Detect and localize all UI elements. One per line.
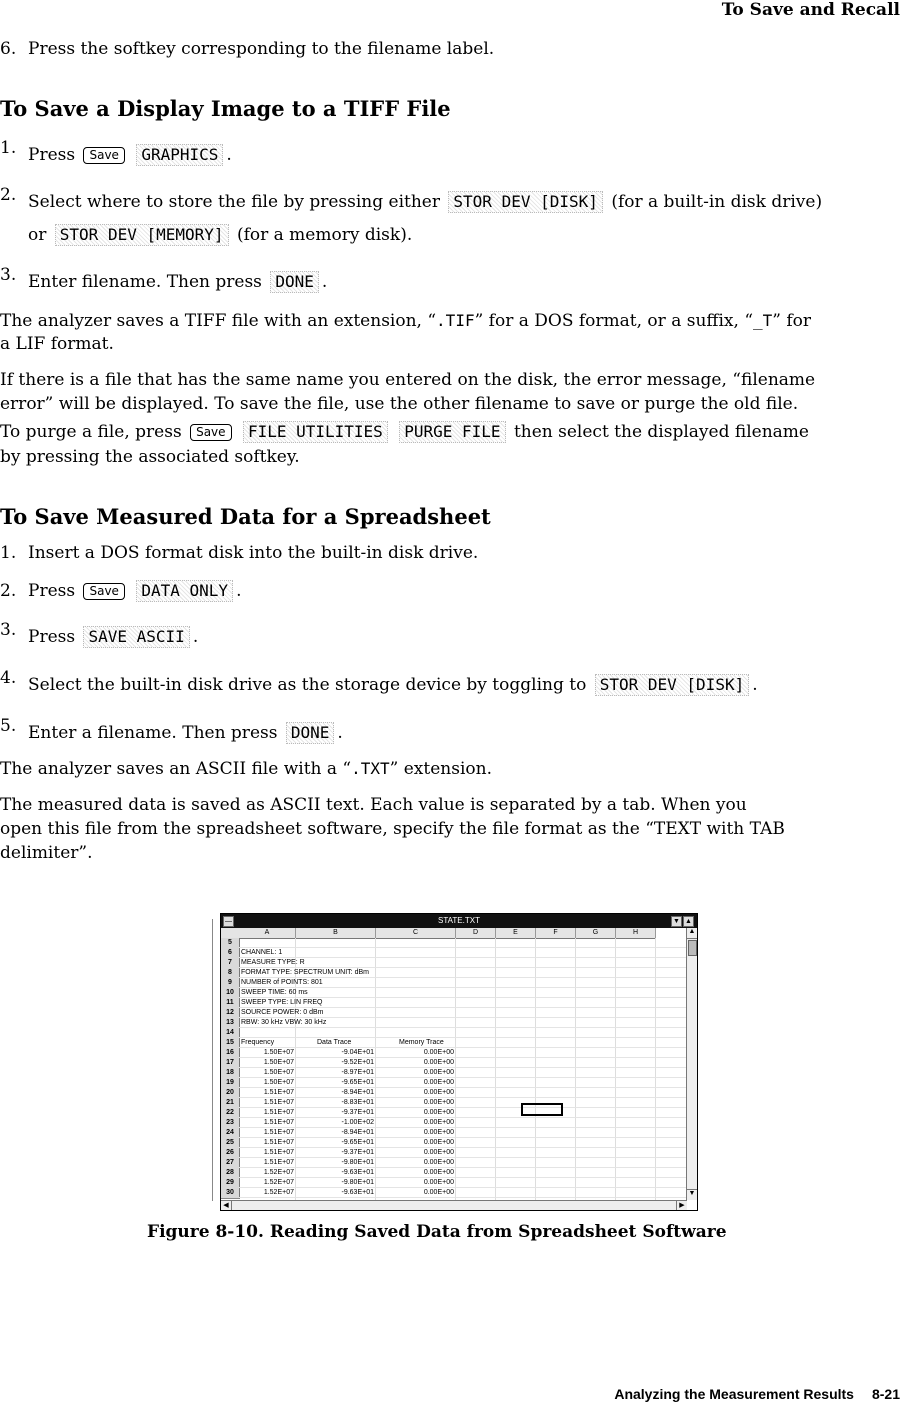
- ss-step-4: 4. Select the built-in disk drive as the storage device by toggling to STOR DEV [DISK] .: [0, 668, 758, 695]
- header-cell-memory-trace[interactable]: Memory Trace: [399, 1039, 444, 1046]
- row-header[interactable]: 28: [221, 1168, 240, 1179]
- data-trace-cell[interactable]: -9.63E+01: [341, 1169, 374, 1176]
- memory-trace-cell[interactable]: 0.00E+00: [423, 1059, 454, 1066]
- frequency-cell[interactable]: 1.51E+07: [263, 1089, 294, 1096]
- scroll-down-icon[interactable]: ▼: [687, 1189, 697, 1200]
- frequency-cell[interactable]: 1.51E+07: [263, 1139, 294, 1146]
- running-header: To Save and Recall: [721, 0, 900, 20]
- data-trace-cell[interactable]: -8.94E+01: [341, 1129, 374, 1136]
- data-trace-cell[interactable]: -8.83E+01: [341, 1099, 374, 1106]
- memory-trace-cell[interactable]: 0.00E+00: [423, 1139, 454, 1146]
- memory-trace-cell[interactable]: 0.00E+00: [423, 1119, 454, 1126]
- memory-trace-cell[interactable]: 0.00E+00: [423, 1079, 454, 1086]
- frequency-cell[interactable]: 1.51E+07: [263, 1119, 294, 1126]
- info-cell[interactable]: SWEEP TIME: 60 ms: [241, 989, 308, 996]
- memory-trace-cell[interactable]: 0.00E+00: [423, 1099, 454, 1106]
- column-header[interactable]: G: [576, 928, 616, 939]
- row-header[interactable]: 5: [221, 938, 240, 949]
- frequency-cell[interactable]: 1.51E+07: [263, 1129, 294, 1136]
- maximize-icon[interactable]: ▲: [683, 916, 694, 927]
- tiff-para-2-line2: error” will be displayed. To save the file, use the other filename to save or purge the old file.: [0, 394, 799, 414]
- spreadsheet-figure: [212, 913, 698, 1211]
- memory-trace-cell[interactable]: 0.00E+00: [423, 1049, 454, 1056]
- frequency-cell[interactable]: 1.52E+07: [263, 1189, 294, 1196]
- grid-line: [239, 957, 687, 958]
- memory-trace-cell[interactable]: 0.00E+00: [423, 1179, 454, 1186]
- column-header[interactable]: H: [616, 928, 656, 939]
- softkey-stor-dev-disk[interactable]: STOR DEV [DISK]: [448, 191, 603, 213]
- row-header[interactable]: 15: [221, 1038, 240, 1049]
- data-trace-cell[interactable]: -9.65E+01: [341, 1139, 374, 1146]
- frequency-cell[interactable]: 1.52E+07: [263, 1179, 294, 1186]
- row-header[interactable]: 10: [221, 988, 240, 999]
- memory-trace-cell[interactable]: 0.00E+00: [423, 1189, 454, 1196]
- frequency-cell[interactable]: 1.51E+07: [263, 1149, 294, 1156]
- row-header[interactable]: 13: [221, 1018, 240, 1029]
- row-header[interactable]: 20: [221, 1088, 240, 1099]
- data-trace-cell[interactable]: -8.97E+01: [341, 1069, 374, 1076]
- softkey-stor-dev-disk[interactable]: STOR DEV [DISK]: [595, 674, 750, 696]
- column-header[interactable]: F: [536, 928, 576, 939]
- info-cell[interactable]: MEASURE TYPE: R: [241, 959, 305, 966]
- footer-section: Analyzing the Measurement Results: [614, 1386, 854, 1402]
- frequency-cell[interactable]: 1.50E+07: [263, 1079, 294, 1086]
- row-header[interactable]: 21: [221, 1098, 240, 1109]
- horizontal-scrollbar[interactable]: [221, 1200, 687, 1210]
- row-header[interactable]: 12: [221, 1008, 240, 1019]
- ss-para-1: The analyzer saves an ASCII file with a “.TXT” extension.: [0, 759, 492, 779]
- column-header[interactable]: B: [296, 928, 376, 939]
- softkey-stor-dev-memory[interactable]: STOR DEV [MEMORY]: [55, 224, 229, 246]
- ss-para-2: The measured data is saved as ASCII text. Each value is separated by a tab. When you: [0, 795, 747, 815]
- scroll-thumb[interactable]: [688, 940, 697, 956]
- ss-step-5: 5. Enter a filename. Then press DONE .: [0, 716, 343, 743]
- softkey-save-ascii[interactable]: SAVE ASCII: [83, 626, 189, 648]
- data-trace-cell[interactable]: -1.00E+02: [341, 1119, 374, 1126]
- frequency-cell[interactable]: 1.50E+07: [263, 1069, 294, 1076]
- data-trace-cell[interactable]: -9.37E+01: [341, 1149, 374, 1156]
- data-trace-cell[interactable]: -9.04E+01: [341, 1049, 374, 1056]
- softkey-graphics[interactable]: GRAPHICS: [136, 144, 223, 166]
- header-cell-frequency[interactable]: Frequency: [241, 1039, 275, 1046]
- header-cell-data-trace[interactable]: Data Trace: [317, 1039, 352, 1046]
- save-hardkey[interactable]: Save: [83, 147, 124, 164]
- softkey-done[interactable]: DONE: [270, 271, 319, 293]
- info-cell[interactable]: CHANNEL: 1: [241, 949, 283, 956]
- tiff-para-2: If there is a file that has the same name you entered on the disk, the error message, “filename: [0, 370, 816, 390]
- info-cell[interactable]: SOURCE POWER: 0 dBm: [241, 1009, 324, 1016]
- scroll-up-icon[interactable]: ▲: [687, 928, 697, 939]
- page-footer: [614, 1386, 900, 1402]
- data-trace-cell[interactable]: -9.80E+01: [341, 1159, 374, 1166]
- frequency-cell[interactable]: 1.50E+07: [263, 1059, 294, 1066]
- row-header[interactable]: 25: [221, 1138, 240, 1149]
- minimize-icon[interactable]: ▼: [671, 916, 682, 927]
- tiff-para-3-line2: by pressing the associated softkey.: [0, 447, 300, 467]
- vertical-scrollbar[interactable]: [686, 928, 697, 1200]
- memory-trace-cell[interactable]: 0.00E+00: [423, 1069, 454, 1076]
- softkey-file-utilities[interactable]: FILE UTILITIES: [243, 421, 388, 443]
- row-header[interactable]: 16: [221, 1048, 240, 1059]
- active-cell[interactable]: [521, 1103, 563, 1116]
- figure-caption: Figure 8-10. Reading Saved Data from Spreadsheet Software: [147, 1222, 727, 1242]
- row-header[interactable]: 23: [221, 1118, 240, 1129]
- softkey-purge-file[interactable]: PURGE FILE: [399, 421, 505, 443]
- tiff-heading: To Save a Display Image to a TIFF File: [0, 96, 451, 121]
- data-trace-cell[interactable]: -9.37E+01: [341, 1109, 374, 1116]
- ss-para-2-line3: delimiter”.: [0, 843, 93, 863]
- frequency-cell[interactable]: 1.50E+07: [263, 1049, 294, 1056]
- data-trace-cell[interactable]: -9.63E+01: [341, 1189, 374, 1196]
- row-header[interactable]: 24: [221, 1128, 240, 1139]
- row-header[interactable]: 7: [221, 958, 240, 969]
- scroll-left-icon[interactable]: ◀: [221, 1201, 232, 1210]
- grid-line: [239, 947, 687, 948]
- intro-step: 6. Press the softkey corresponding to the filename label.: [0, 39, 495, 59]
- frequency-cell[interactable]: 1.51E+07: [263, 1099, 294, 1106]
- row-header[interactable]: 22: [221, 1108, 240, 1119]
- row-header[interactable]: 6: [221, 948, 240, 959]
- memory-trace-cell[interactable]: 0.00E+00: [423, 1169, 454, 1176]
- tiff-step-2-cont: or STOR DEV [MEMORY] (for a memory disk).: [28, 225, 413, 245]
- data-trace-cell[interactable]: -9.65E+01: [341, 1079, 374, 1086]
- memory-trace-cell[interactable]: 0.00E+00: [423, 1149, 454, 1156]
- spreadsheet-heading: To Save Measured Data for a Spreadsheet: [0, 504, 491, 529]
- tiff-para-1: The analyzer saves a TIFF file with an extension, “.TIF” for a DOS format, or a suffix, “_T” for: [0, 311, 812, 331]
- window-title-bar: [221, 914, 697, 928]
- row-header[interactable]: 17: [221, 1058, 240, 1069]
- column-header[interactable]: A: [239, 928, 296, 939]
- softkey-data-only[interactable]: DATA ONLY: [136, 580, 233, 602]
- memory-trace-cell[interactable]: 0.00E+00: [423, 1109, 454, 1116]
- info-cell[interactable]: SWEEP TYPE: LIN FREQ: [241, 999, 323, 1006]
- save-hardkey[interactable]: Save: [190, 424, 231, 441]
- softkey-done[interactable]: DONE: [286, 722, 335, 744]
- row-header[interactable]: 14: [221, 1028, 240, 1039]
- row-header[interactable]: 19: [221, 1078, 240, 1089]
- row-header[interactable]: 29: [221, 1178, 240, 1189]
- column-header[interactable]: C: [376, 928, 456, 939]
- frequency-cell[interactable]: 1.51E+07: [263, 1159, 294, 1166]
- row-header[interactable]: 26: [221, 1148, 240, 1159]
- column-header[interactable]: D: [456, 928, 496, 939]
- info-cell[interactable]: FORMAT TYPE: SPECTRUM UNIT: dBm: [241, 969, 369, 976]
- ss-para-2-line2: open this file from the spreadsheet software, specify the file format as the “TEXT with TAB: [0, 819, 785, 839]
- info-cell[interactable]: NUMBER of POINTS: 801: [241, 979, 323, 986]
- data-trace-cell[interactable]: -8.94E+01: [341, 1089, 374, 1096]
- tiff-step-3: 3. Enter filename. Then press DONE .: [0, 265, 328, 292]
- tiff-para-3: To purge a file, press Save FILE UTILITIES PURGE FILE then select the displayed filename: [0, 422, 809, 442]
- window-title: STATE.TXT: [438, 916, 480, 925]
- row-header[interactable]: 9: [221, 978, 240, 989]
- ss-step-1: 1. Insert a DOS format disk into the built-in disk drive.: [0, 543, 479, 563]
- memory-trace-cell[interactable]: 0.00E+00: [423, 1129, 454, 1136]
- page-number: 8-21: [871, 1386, 900, 1402]
- row-header[interactable]: 30: [221, 1188, 240, 1199]
- ss-step-2: 2. Press Save DATA ONLY .: [0, 581, 242, 601]
- scroll-right-icon[interactable]: ▶: [676, 1201, 687, 1210]
- tiff-step-2: 2. Select where to store the file by pressing either STOR DEV [DISK] (for a built-in disk drive): [0, 185, 823, 212]
- data-trace-cell[interactable]: -9.52E+01: [341, 1059, 374, 1066]
- memory-trace-cell[interactable]: 0.00E+00: [423, 1159, 454, 1166]
- save-hardkey[interactable]: Save: [83, 583, 124, 600]
- row-header[interactable]: 27: [221, 1158, 240, 1169]
- memory-trace-cell[interactable]: 0.00E+00: [423, 1089, 454, 1096]
- frequency-cell[interactable]: 1.51E+07: [263, 1109, 294, 1116]
- tiff-para-1-line2: a LIF format.: [0, 334, 114, 354]
- info-cell[interactable]: RBW: 30 kHz VBW: 30 kHz: [241, 1019, 327, 1026]
- data-trace-cell[interactable]: -9.80E+01: [341, 1179, 374, 1186]
- system-menu-icon[interactable]: —: [225, 918, 232, 925]
- ss-step-3: 3. Press SAVE ASCII .: [0, 620, 199, 647]
- tiff-step-1: 1. Press Save GRAPHICS .: [0, 138, 232, 165]
- row-header[interactable]: 8: [221, 968, 240, 979]
- grid-line: [239, 1037, 687, 1038]
- spreadsheet-window: [220, 913, 698, 1211]
- column-header[interactable]: E: [496, 928, 536, 939]
- row-header[interactable]: 11: [221, 998, 240, 1009]
- row-header[interactable]: 18: [221, 1068, 240, 1079]
- frequency-cell[interactable]: 1.52E+07: [263, 1169, 294, 1176]
